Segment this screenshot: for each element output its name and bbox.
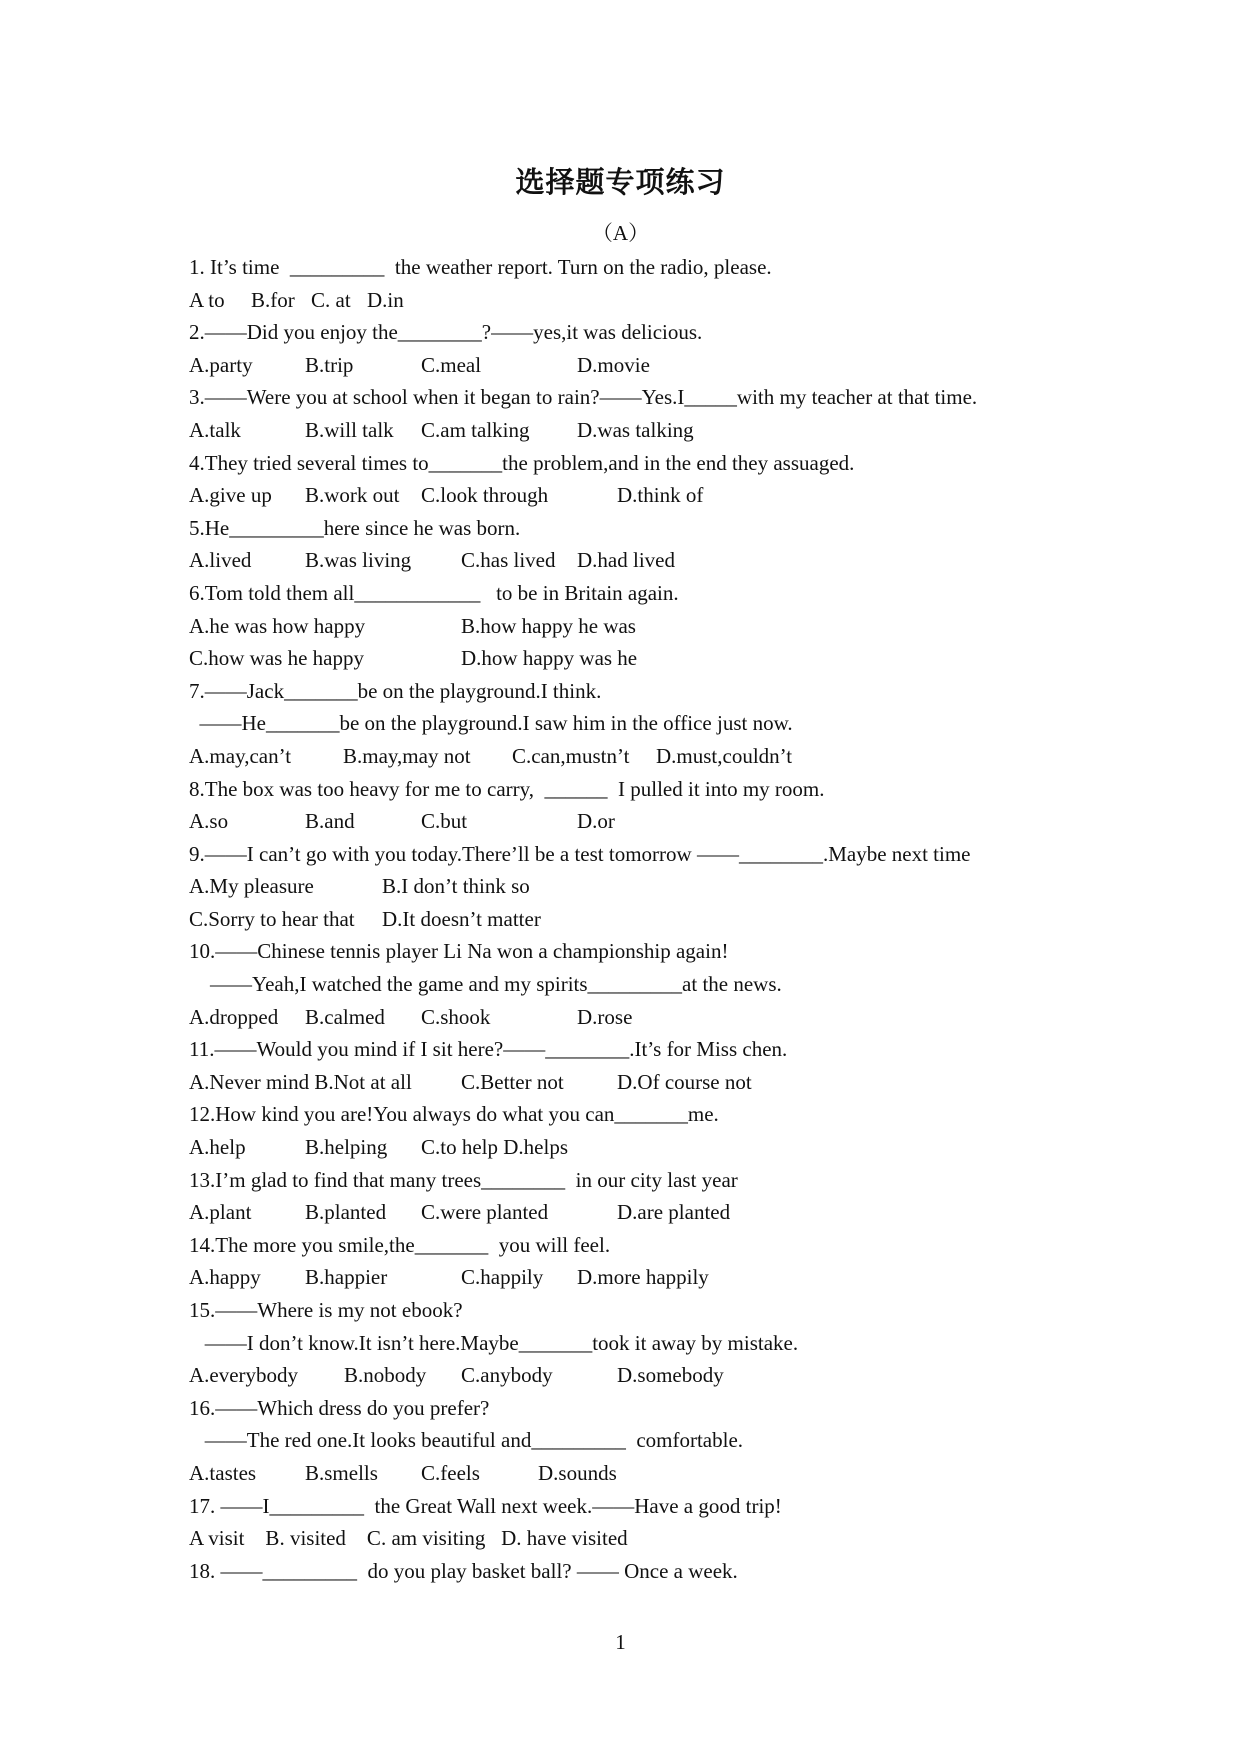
answer-option: B.trip [305,352,354,377]
answer-option: A.party [189,352,253,377]
answer-option: A.help [189,1135,246,1160]
question-line: 7.——Jack_______be on the playground.I think. [189,678,602,703]
answer-option: D.rose [577,1004,633,1029]
question-line: ——The red one.It looks beautiful and_________ comfortable. [189,1428,744,1453]
answer-option: B.and [305,809,355,834]
answer-option: B.happier [305,1265,388,1290]
question-line: 11.——Would you mind if I sit here?——________.It’s for Miss chen. [189,1037,788,1062]
answer-option: A.so [189,809,229,834]
options-row [189,349,1069,382]
options-row [189,740,1069,773]
answer-option: D.or [577,809,615,834]
question-line: 8.The box was too heavy for me to carry, ______ I pulled it into my room. [189,776,825,801]
answer-option: C.feels [421,1460,480,1485]
page-number: 1 [615,1630,626,1654]
options-row [189,610,1069,643]
answer-option: B.smells [305,1460,378,1485]
question-line: 9.——I can’t go with you today.There’ll be a test tomorrow ——________.Maybe next time [189,841,971,866]
answer-option: B.will talk [305,417,394,442]
answer-option: C.Sorry to hear that [189,906,355,931]
question-line: A visit B. visited C. am visiting D. have visited [189,1526,628,1551]
question-line: 12.How kind you are!You always do what you can_______me. [189,1102,719,1127]
question-line: 17. ——I_________ the Great Wall next week.——Have a good trip! [189,1493,782,1518]
answer-option: D.Of course not [617,1069,752,1094]
answer-option: D.in [367,287,404,312]
question-line: 10.——Chinese tennis player Li Na won a championship again! [189,939,729,964]
answer-option: B.nobody [344,1363,427,1388]
answer-option: D.was talking [577,417,694,442]
options-row [189,1261,1069,1294]
answer-option: B.how happy he was [461,613,636,638]
answer-option: D.are planted [617,1200,731,1225]
options-row [189,1001,1069,1034]
answer-option: B.helping [305,1135,388,1160]
answer-option: C.to help D.helps [421,1135,568,1160]
question-line: 16.——Which dress do you prefer? [189,1395,490,1420]
question-line: 13.I’m glad to find that many trees________ in our city last year [189,1167,738,1192]
answer-option: B.for [251,287,295,312]
options-row [189,805,1069,838]
question-line: 14.The more you smile,the_______ you will feel. [189,1232,611,1257]
answer-option: A.tastes [189,1460,257,1485]
answer-option: D.movie [577,352,650,377]
answer-option: D.It doesn’t matter [382,906,541,931]
answer-option: A.plant [189,1200,252,1225]
answer-option: C. at [311,287,351,312]
answer-option: D.sounds [538,1460,617,1485]
answer-option: C.how was he happy [189,646,364,671]
options-row [189,1457,1069,1490]
answer-option: A to [189,287,225,312]
answer-option: C.meal [421,352,482,377]
section-label: （A） [591,221,650,245]
answer-option: C.were planted [421,1200,549,1225]
question-list [189,251,1069,1587]
answer-option: D.must,couldn’t [656,743,793,768]
answer-option: D.think of [617,483,704,508]
answer-option: A.give up [189,483,272,508]
question-line: ——Yeah,I watched the game and my spirits_________at the news. [189,972,782,997]
options-row [189,1196,1069,1229]
options-row [189,642,1069,675]
question-line: 18. ——_________ do you play basket ball? —— Once a week. [189,1558,738,1583]
answer-option: D.somebody [617,1363,724,1388]
answer-option: C.can,mustn’t [512,743,630,768]
answer-option: B.I don’t think so [382,874,530,899]
answer-option: C.but [421,809,468,834]
answer-option: D.had lived [577,548,675,573]
question-line: 6.Tom told them all____________ to be in Britain again. [189,580,679,605]
answer-option: C.anybody [461,1363,553,1388]
options-row [189,1066,1069,1099]
answer-option: B.was living [305,548,412,573]
answer-option: B.may,may not [343,743,471,768]
question-line: 4.They tried several times to_______the problem,and in the end they assuaged. [189,450,855,475]
answer-option: C.has lived [461,548,556,573]
question-line: 3.——Were you at school when it began to rain?——Yes.I_____with my teacher at that time. [189,385,978,410]
question-line: 1. It’s time _________ the weather report. Turn on the radio, please. [189,255,772,279]
answer-option: C.look through [421,483,549,508]
answer-option: B.calmed [305,1004,385,1029]
answer-option: A.dropped [189,1004,279,1029]
options-row [189,1359,1069,1392]
answer-option: A.talk [189,417,241,442]
answer-option: C.Better not [461,1069,564,1094]
options-row [189,414,1069,447]
options-row [189,479,1069,512]
answer-option: A.everybody [189,1363,299,1388]
question-line: 2.——Did you enjoy the________?——yes,it was delicious. [189,320,703,345]
answer-option: A.happy [189,1265,261,1290]
options-row [189,1131,1069,1164]
answer-option: A.may,can’t [189,743,292,768]
options-row [189,903,1069,936]
answer-option: C.am talking [421,417,530,442]
answer-option: A.lived [189,548,252,573]
answer-option: A.Never mind B.Not at all [189,1069,412,1094]
page-title: 选择题专项练习 [515,165,726,199]
answer-option: D.how happy was he [461,646,638,671]
answer-option: A.My pleasure [189,874,314,899]
answer-option: C.happily [461,1265,544,1290]
question-line: ——He_______be on the playground.I saw him in the office just now. [189,711,793,736]
answer-option: C.shook [421,1004,491,1029]
answer-option: B.planted [305,1200,387,1225]
answer-option: B.work out [305,483,400,508]
answer-option: A.he was how happy [189,613,366,638]
question-line: 15.——Where is my not ebook? [189,1298,463,1322]
options-row [189,870,1069,903]
question-line: 5.He_________here since he was born. [189,515,521,540]
answer-option: D.more happily [577,1265,709,1290]
question-line: ——I don’t know.It isn’t here.Maybe_______took it away by mistake. [189,1330,799,1355]
options-row [189,284,1069,317]
options-row [189,544,1069,577]
